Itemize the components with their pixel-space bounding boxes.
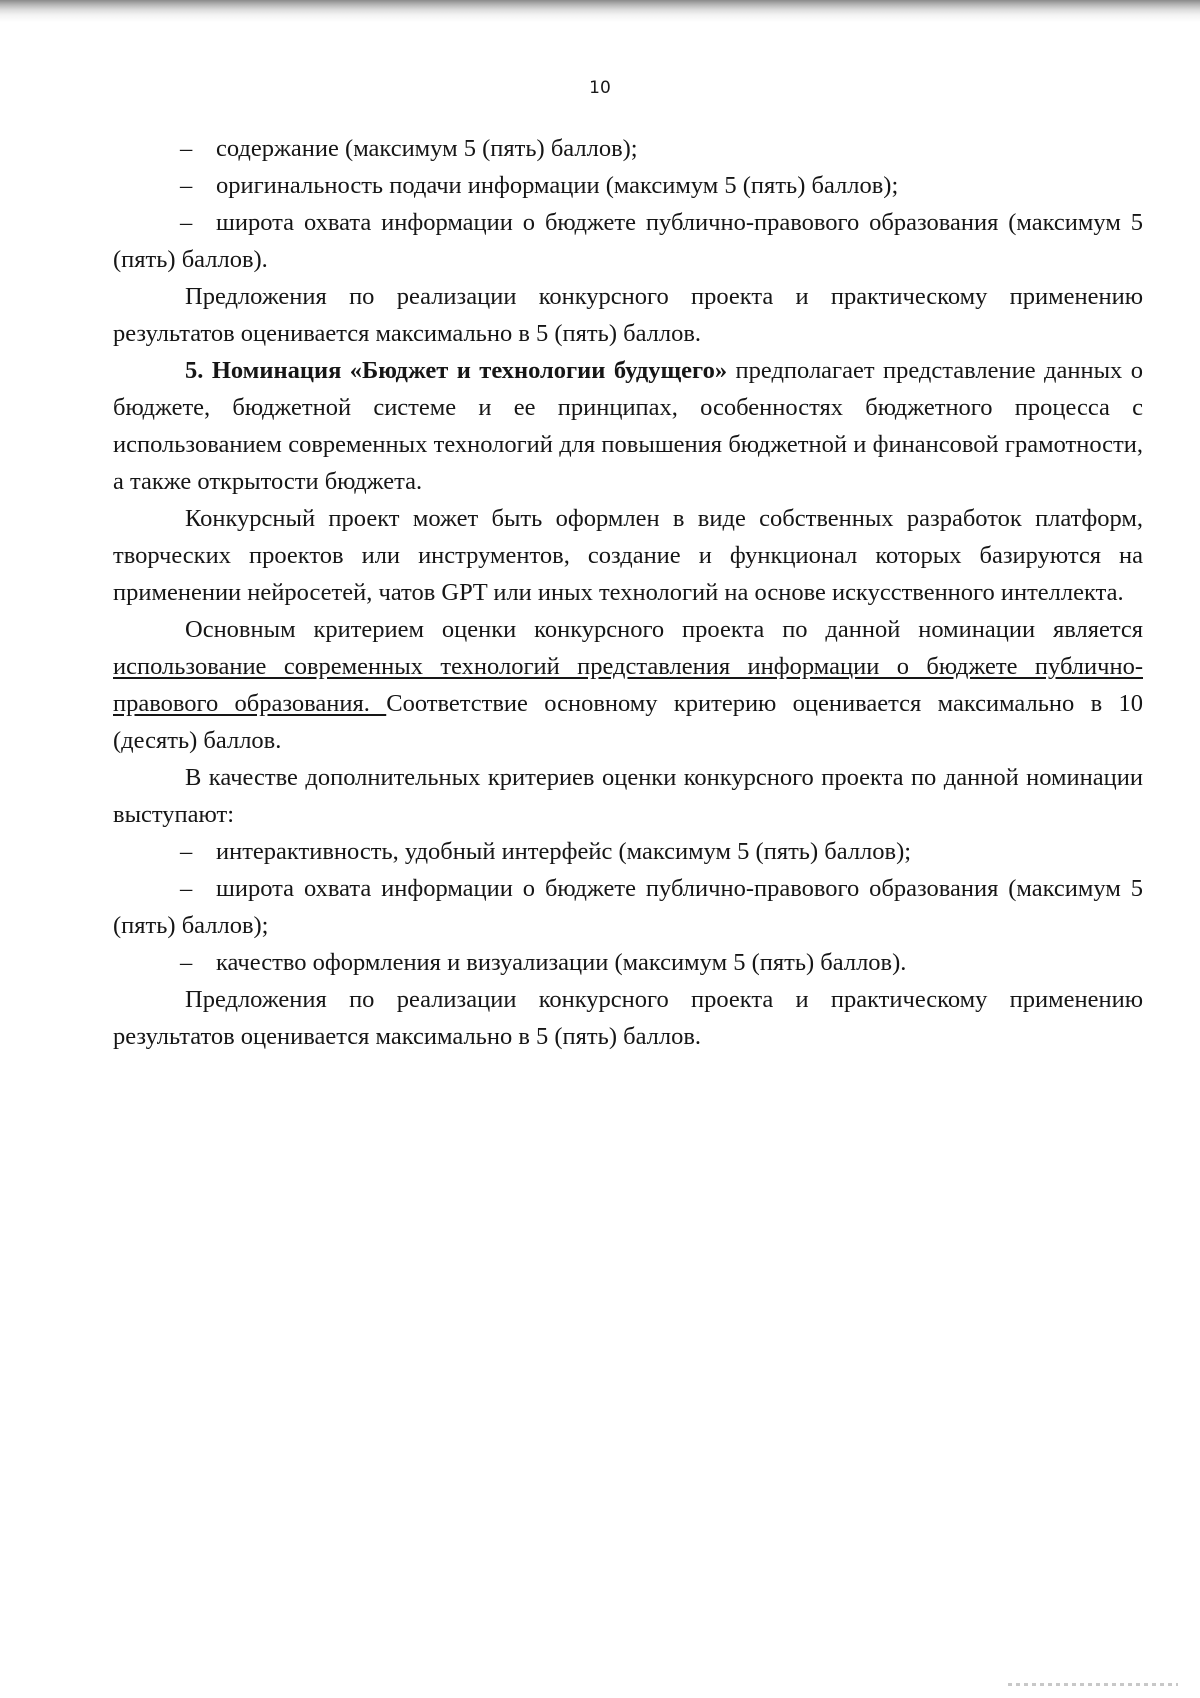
- bullet-text: оригинальность подачи информации (максимум 5 (пять) баллов);: [216, 172, 899, 199]
- bullet-dash: –: [180, 949, 193, 976]
- bullet-dash: –: [180, 135, 193, 162]
- main-criterion-underlined: использование современных технологий представления информации о бюджете публично-правового образования.: [113, 653, 1143, 717]
- bullet-text: широта охвата информации о бюджете публично-правового образования (максимум 5 (пять) баллов);: [113, 875, 1143, 939]
- proposals-paragraph: Предложения по реализации конкурсного проекта и практическому применению результатов оценивается максимально в 5 (пять) баллов.: [113, 283, 1143, 347]
- criteria-bullet-interactivity: [113, 833, 1143, 870]
- page-number: 10: [589, 78, 611, 98]
- criteria-bullet-visualization: [113, 944, 1143, 981]
- criteria-bullet-coverage: [113, 204, 1143, 278]
- body-text: [113, 130, 1143, 1055]
- nomination-title: 5. Номинация «Бюджет и технологии будущего»: [185, 357, 728, 384]
- bullet-text: широта охвата информации о бюджете публично-правового образования (максимум 5 (пять) баллов).: [113, 209, 1143, 273]
- bullet-text: интерактивность, удобный интерфейс (максимум 5 (пять) баллов);: [216, 838, 912, 865]
- nomination-description: предполагает представление данных о бюджете, бюджетной системе и ее принципах, особенностях бюджетного процесса с использованием современных технологий для повышения бюджетной и финансовой грамотности, а также открытости бюджета.: [113, 357, 1144, 495]
- nomination-5-paragraph: [113, 352, 1143, 500]
- main-criterion-intro: Основным критерием оценки конкурсного проекта по данной номинации является: [185, 616, 1143, 643]
- bullet-text: содержание (максимум 5 (пять) баллов);: [216, 135, 638, 162]
- criteria-bullet-coverage-2: [113, 870, 1143, 944]
- bullet-dash: –: [180, 209, 193, 236]
- bullet-dash: –: [180, 172, 193, 199]
- proposals-paragraph-final: Предложения по реализации конкурсного проекта и практическому применению результатов оценивается максимально в 5 (пять) баллов.: [113, 986, 1143, 1050]
- project-format-paragraph: Конкурсный проект может быть оформлен в виде собственных разработок платформ, творческих проектов или инструментов, создание и функционал которых базируются на применении нейросетей, чатов GPT или иных технологий на основе искусственного интеллекта.: [113, 505, 1143, 606]
- scan-artifact: [1008, 1683, 1178, 1686]
- bullet-dash: –: [180, 875, 193, 902]
- additional-criteria-paragraph: В качестве дополнительных критериев оценки конкурсного проекта по данной номинации выступают:: [113, 764, 1143, 828]
- scan-edge-shadow: [0, 0, 1200, 22]
- main-criterion-paragraph: [113, 611, 1143, 759]
- main-criterion-score: Соответствие основному критерию оценивается максимально в 10 (десять) баллов.: [113, 690, 1143, 754]
- criteria-bullet-originality: [113, 167, 1143, 204]
- bullet-text: качество оформления и визуализации (максимум 5 (пять) баллов).: [216, 949, 907, 976]
- bullet-dash: –: [180, 838, 193, 865]
- criteria-bullet-content: [113, 130, 1143, 167]
